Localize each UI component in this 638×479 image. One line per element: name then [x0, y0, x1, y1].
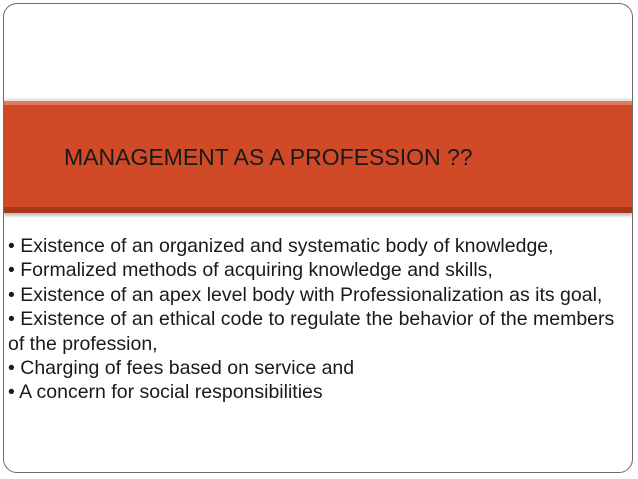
- bullet-item: • Existence of an ethical code to regulate the behavior of the members of the profession,: [8, 308, 615, 355]
- banner-shadow: [4, 207, 632, 213]
- bullet-item: • Charging of fees based on service and: [8, 357, 355, 380]
- bullet-list: [8, 234, 632, 405]
- slide-title: MANAGEMENT AS A PROFESSION ??: [64, 144, 473, 170]
- bullet-item: • Existence of an organized and systematic body of knowledge,: [8, 235, 554, 257]
- slide: [3, 3, 633, 473]
- bullet-item: • Formalized methods of acquiring knowledge and skills,: [8, 259, 493, 282]
- bullet-item: • Existence of an apex level body with Professionalization as its goal,: [8, 283, 603, 306]
- bullet-item: • A concern for social responsibilities: [8, 381, 323, 404]
- banner-highlight: [4, 101, 632, 105]
